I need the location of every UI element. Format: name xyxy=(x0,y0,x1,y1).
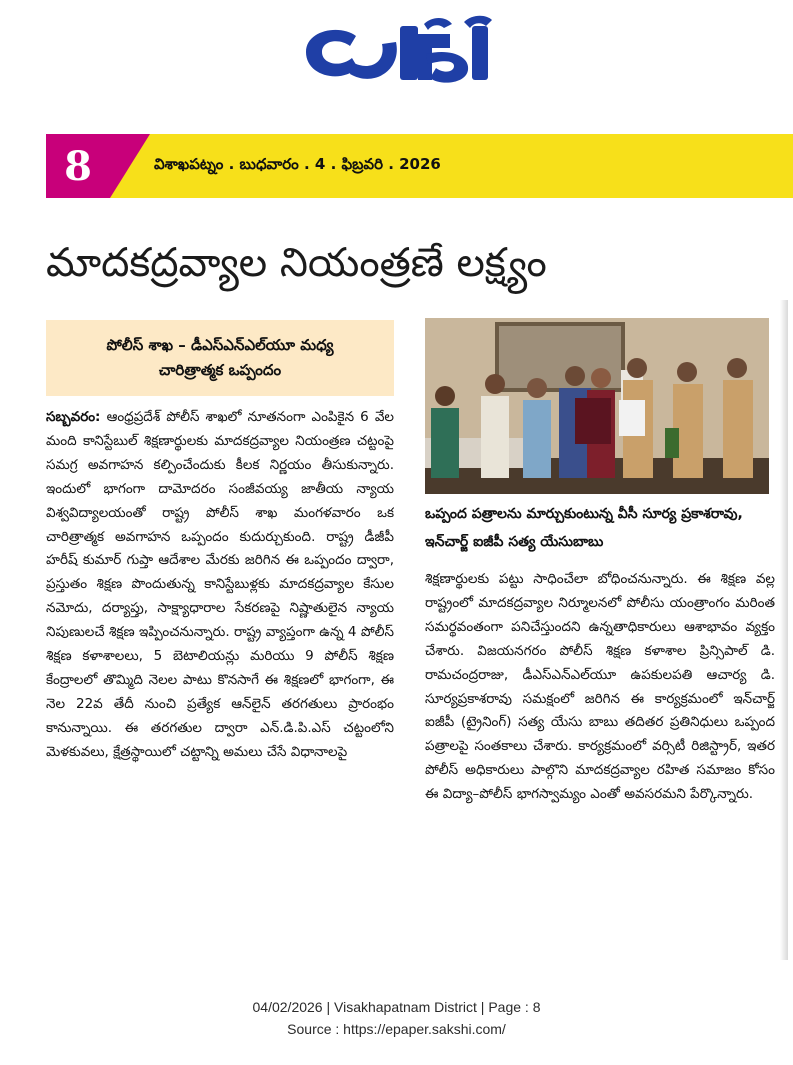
page-number: 8 xyxy=(46,134,110,198)
footer-line-1: 04/02/2026 | Visakhapatnam District | Page : 8 xyxy=(252,999,541,1015)
photo-illustration xyxy=(425,318,769,494)
article-headline: మాదకద్రవ్యాల నియంత్రణే లక్ష్యం xyxy=(46,240,547,286)
article-body-column-1 xyxy=(46,406,394,946)
body-text-1: ఆంధ్రప్రదేశ్ పోలీస్ శాఖలో నూతనంగా ఎంపికైన 6 వేల మంది కానిస్టేబుల్ శిక్షణార్థులకు మాదకద్రవ్యాల నియంత్రణ చట్టంపై సమగ్ర అవగాహన కల్పించేందుకు కీలక నిర్ణయం తీసుకున్నారు. ఇందులో భాగంగా దామోదరం సంజీవయ్య జాతీయ న్యాయ విశ్వవిద్యాలయంతో రాష్ట్ర పోలీస్ శాఖ మంగళవారం ఒక చారిత్రాత్మక అవగాహన ఒప్పందం కుదుర్చుకుంది. రాష్ట్ర డీజీపీ హరీష్ కుమార్ గుప్తా ఆదేశాల మేరకు జరిగిన ఈ ఒప్పందం ద్వారా, ప్రస్తుతం శిక్షణ పొందుతున్న కానిస్టేబుళ్లకు మాదకద్రవ్యాల కేసుల నమోదు, దర్యాప్తు, సాక్ష్యాధారాల సేకరణపై నిష్ణాతులైన న్యాయ నిపుణులచే శిక్షణ ఇప్పించనున్నారు. రాష్ట్ర వ్యాప్తంగా ఉన్న 4 పోలీస్ శిక్షణ కళాశాలలు, 5 బెటాలియన్లు మరియు 9 పోలీస్ శిక్షణ కేంద్రాలలో తొమ్మిది నెలల పాటు కొనసాగే ఈ శిక్షణలో భాగంగా, ఈ నెల 22వ తేదీ నుంచి ప్రత్యేక ఆన్‌లైన్ తరగతులు ప్రారంభం కానున్నాయి. ఈ తరగతుల ద్వారా ఎన్.డి.పి.ఎస్ చట్టంలోని మెళకువలు, క్షేత్రస్థాయిలో చట్టాన్ని అమలు చేసే విధానాలపై xyxy=(46,409,394,760)
column-shadow-rule xyxy=(780,300,788,960)
footer-source: Source : https://epaper.sakshi.com/ xyxy=(287,1021,506,1037)
banner-dateline: విశాఖపట్నం . బుధవారం . 4 . ఫిబ్రవరి . 2026 xyxy=(150,134,793,198)
page-banner xyxy=(46,134,793,198)
page-footer xyxy=(0,996,793,1040)
sakshi-logo-mark xyxy=(300,12,496,90)
article-body-column-2 xyxy=(425,568,775,946)
body-text-2: శిక్షణార్థులకు పట్టు సాధించేలా బోధించనున్నారు. ఈ శిక్షణ వల్ల రాష్ట్రంలో మాదకద్రవ్యాల నిర్మూలనలో పోలీసు యంత్రాంగం మరింత సమర్థవంతంగా పనిచేస్తుందని ఉన్నతాధికారులు ఆశాభావం వ్యక్తం చేశారు. విజయనగరం పోలీస్ శిక్షణ కళాశాల ప్రిన్సిపాల్ డి. రామచంద్రరాజు, డీఎస్ఎన్ఎల్‌యూ ఉపకులపతి ఆచార్య డి. సూర్యప్రకాశరావు సమక్షంలో జరిగిన ఈ కార్యక్రమంలో ఇన్‌చార్జ్ ఐజీపీ (ట్రైనింగ్) సత్య యేసు బాబు తదితర ప్రతినిధులు ఒప్పంద పత్రాలపై సంతకాలు చేశారు. కార్యక్రమంలో వర్సిటీ రిజిస్ట్రార్, ఇతర పోలీస్ అధికారులు పాల్గొని మాదకద్రవ్యాల రహిత సమాజం కోసం ఈ విద్యా–పోలీస్ భాగస్వామ్యం ఎంతో అవసరమని పేర్కొన్నారు. xyxy=(425,571,775,803)
subhead-line-2: చారిత్రాత్మక ఒప్పందం xyxy=(158,361,282,379)
banner-slant xyxy=(110,134,150,198)
sakshi-logo xyxy=(300,12,496,90)
subhead-line-1: పోలీస్ శాఖ – డీఎస్ఎన్ఎల్‌యూ మధ్య xyxy=(106,336,334,354)
article-photo xyxy=(425,318,769,494)
article-dateline: సబ్బవరం: xyxy=(46,409,101,425)
photo-caption: ఒప్పంద పత్రాలను మార్చుకుంటున్న వీసీ సూర్య ప్రకాశరావు, ఇన్‌చార్జ్ ఐజీపీ సత్య యేసుబాబు xyxy=(425,506,743,550)
article-subhead xyxy=(46,320,394,396)
